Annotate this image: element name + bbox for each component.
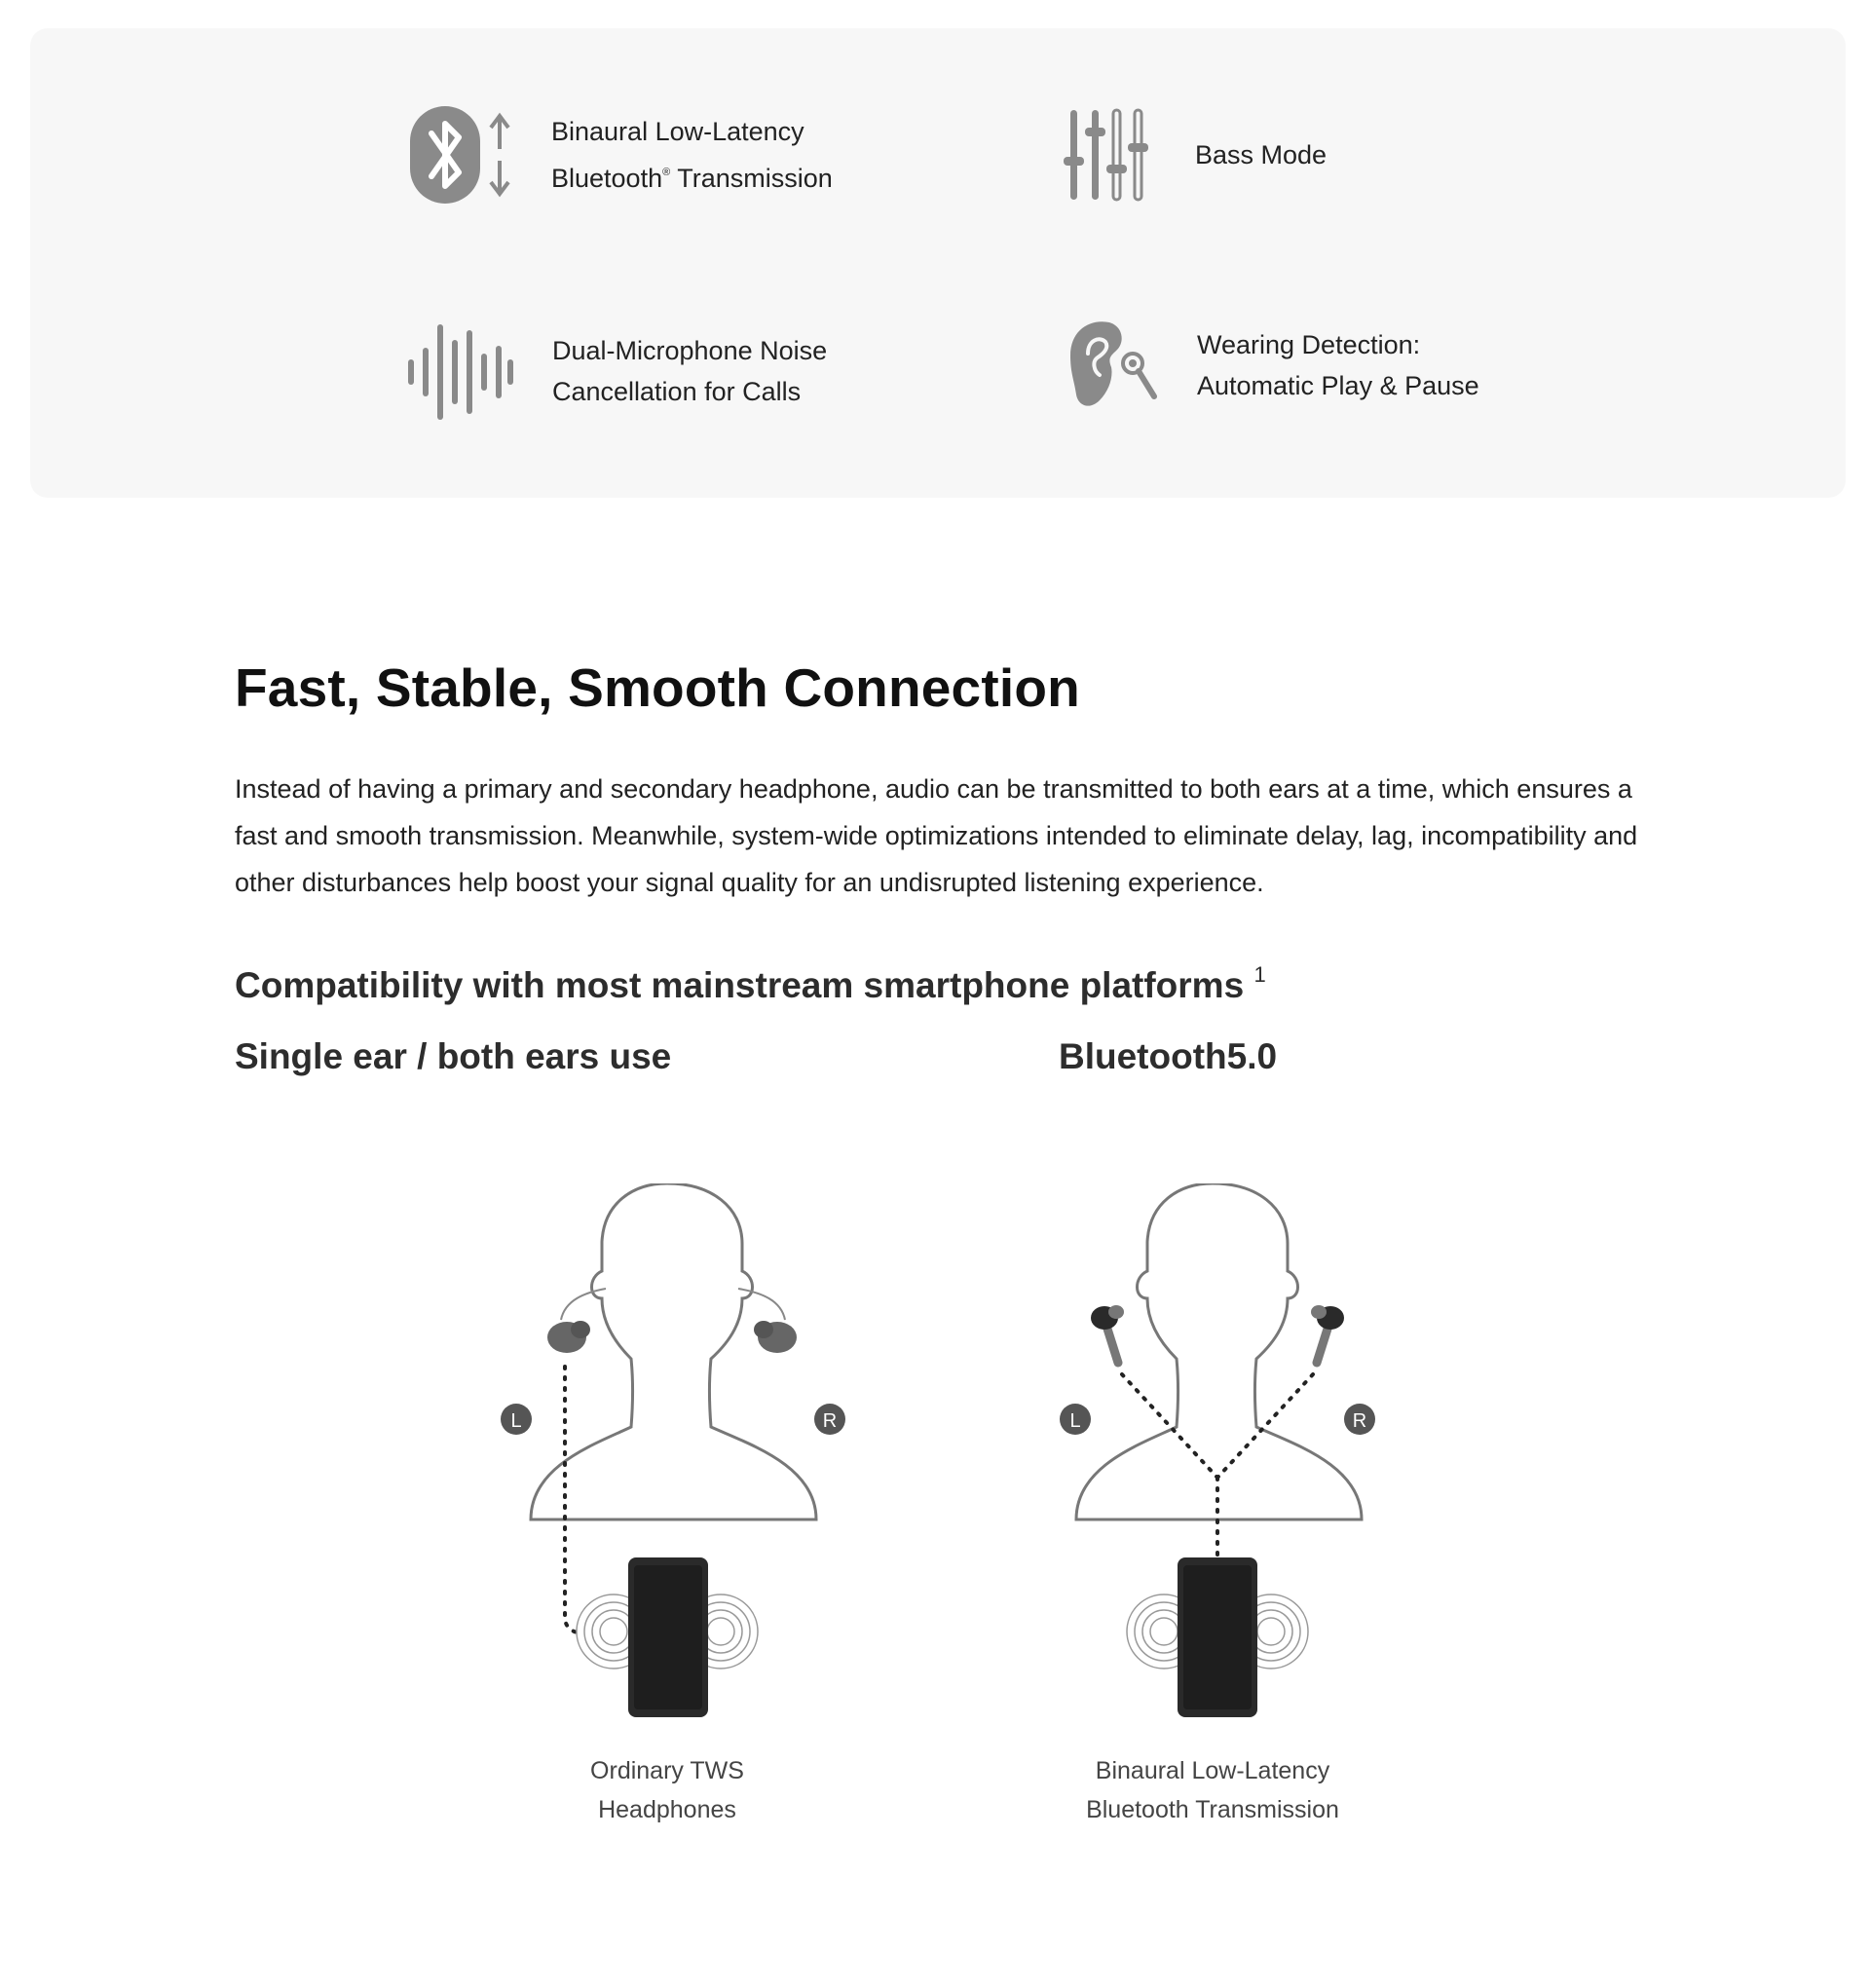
feature-noise-cancellation-label: Dual-Microphone Noise Cancellation for Calls (552, 336, 828, 406)
signal-path-left (1122, 1374, 1217, 1478)
feature-bluetooth-label: Binaural Low-Latency Bluetooth® Transmission (551, 117, 833, 193)
sound-wave-icon (406, 322, 513, 420)
feature-bass-mode (1063, 106, 1327, 204)
badge-right-label: R (822, 1410, 838, 1432)
signal-path (565, 1367, 580, 1633)
earbud-right (1311, 1305, 1344, 1363)
feature-wearing-detection (1061, 317, 1479, 414)
badge-right-label: R (1352, 1410, 1367, 1432)
ordinary-tws-caption: Ordinary TWS Headphones (590, 1757, 744, 1823)
feature-bluetooth (408, 104, 833, 206)
section-title: Fast, Stable, Smooth Connection (235, 657, 1080, 718)
bluetooth-version-title: Bluetooth5.0 (1059, 1036, 1278, 1076)
earbud-left (547, 1321, 590, 1353)
single-ear-title: Single ear / both ears use (235, 1036, 672, 1076)
compatibility-title: Compatibility with most mainstream smartphone platforms $^1$ (235, 962, 1266, 1005)
feature-wearing-detection-label: Wearing Detection: Automatic Play & Pause (1197, 330, 1479, 400)
badge-left-label: L (510, 1410, 522, 1432)
binaural-caption: Binaural Low-Latency Bluetooth Transmission (1086, 1757, 1339, 1823)
footnote-marker: 1 (1253, 962, 1266, 987)
feature-noise-cancellation (406, 322, 827, 420)
ear-detection-icon (1061, 317, 1158, 414)
ordinary-tws-diagram (487, 1183, 867, 1729)
feature-bass-mode-label: Bass Mode (1195, 140, 1328, 169)
equalizer-icon (1063, 106, 1156, 204)
badge-left-label: L (1069, 1410, 1081, 1432)
earbud-left (1091, 1305, 1124, 1363)
feature-panel (30, 28, 1846, 498)
earbud-right (754, 1321, 797, 1353)
bluetooth-transfer-icon (408, 104, 512, 206)
wire-arc-right (738, 1289, 785, 1320)
signal-path-right (1217, 1374, 1313, 1478)
wire-arc-left (561, 1289, 606, 1320)
binaural-diagram (1032, 1183, 1412, 1729)
section-body: Instead of having a primary and secondary headphone, audio can be transmitted to both ears at a time, which ensures a fast and smooth transmission. Meanwhile, system-wide optimizations intended to eliminate delay, lag, incompatibility and other disturbances help boost your signal quality for an undisrupted listening experience. (235, 774, 1638, 897)
